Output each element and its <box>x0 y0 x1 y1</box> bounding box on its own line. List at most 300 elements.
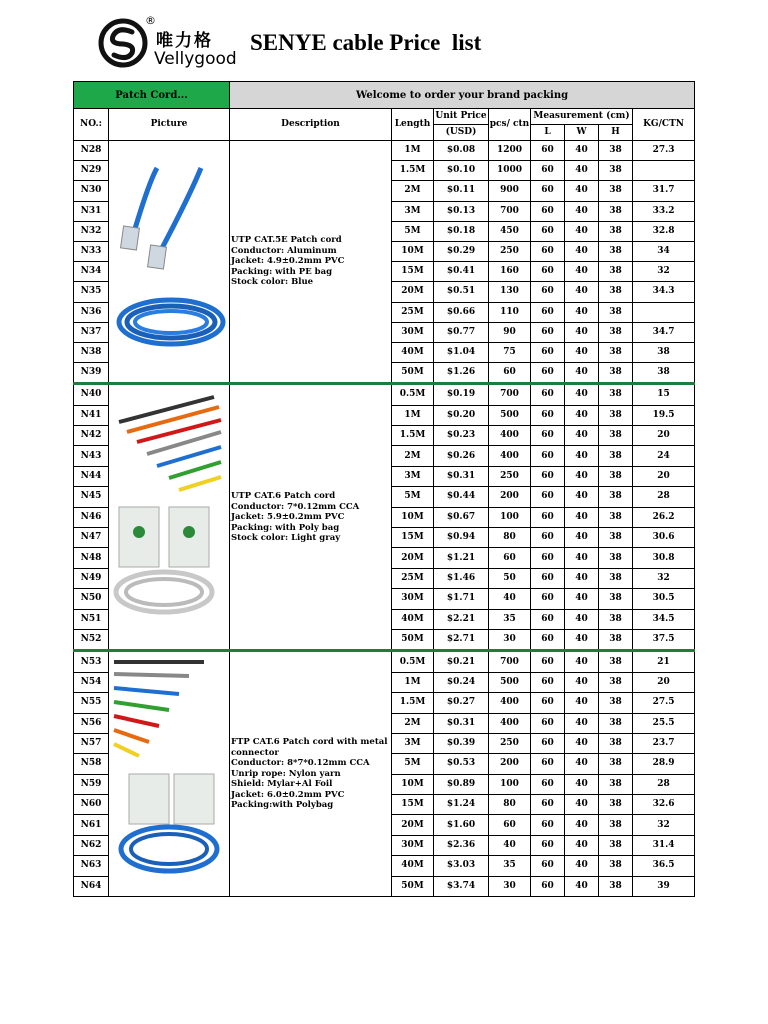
measure-w: 40 <box>565 221 599 241</box>
kg-per-ctn: 15 <box>633 384 695 405</box>
pcs-per-ctn: 50 <box>489 568 531 588</box>
brand-name-chinese: 唯力格 <box>156 31 213 51</box>
unit-price: $0.53 <box>434 754 489 774</box>
measure-w: 40 <box>565 754 599 774</box>
length: 20M <box>392 815 434 835</box>
item-number: N34 <box>74 262 109 282</box>
description-line: Unrip rope: Nylon yarn <box>231 768 341 779</box>
item-number: N53 <box>74 651 109 672</box>
item-number: N49 <box>74 568 109 588</box>
kg-per-ctn: 32.6 <box>633 795 695 815</box>
product-picture <box>109 141 230 384</box>
unit-price: $0.67 <box>434 507 489 527</box>
measure-w: 40 <box>565 282 599 302</box>
measure-w: 40 <box>565 161 599 181</box>
description-line: Packing: with PE bag <box>231 266 333 277</box>
unit-price: $1.04 <box>434 342 489 362</box>
vellygood-logo-icon <box>98 18 148 68</box>
item-number: N63 <box>74 856 109 876</box>
pcs-per-ctn: 35 <box>489 609 531 629</box>
measure-w: 40 <box>565 384 599 405</box>
unit-price: $1.24 <box>434 795 489 815</box>
item-number: N30 <box>74 181 109 201</box>
item-number: N61 <box>74 815 109 835</box>
measure-l: 60 <box>531 384 565 405</box>
length: 2M <box>392 181 434 201</box>
length: 20M <box>392 282 434 302</box>
length: 1M <box>392 405 434 425</box>
unit-price: $0.41 <box>434 262 489 282</box>
kg-per-ctn: 32.8 <box>633 221 695 241</box>
product-picture <box>109 384 230 651</box>
length: 3M <box>392 201 434 221</box>
unit-price: $0.23 <box>434 426 489 446</box>
measure-w: 40 <box>565 302 599 322</box>
measure-l: 60 <box>531 426 565 446</box>
header-unit-price: Unit Price <box>434 109 489 125</box>
measure-l: 60 <box>531 815 565 835</box>
pcs-per-ctn: 1200 <box>489 141 531 161</box>
measure-l: 60 <box>531 693 565 713</box>
unit-price: $1.60 <box>434 815 489 835</box>
unit-price: $0.89 <box>434 774 489 794</box>
description-line: Conductor: Aluminum <box>231 245 337 256</box>
measure-l: 60 <box>531 446 565 466</box>
unit-price: $0.94 <box>434 527 489 547</box>
pcs-per-ctn: 1000 <box>489 161 531 181</box>
length: 1M <box>392 141 434 161</box>
measure-l: 60 <box>531 161 565 181</box>
measure-l: 60 <box>531 754 565 774</box>
kg-per-ctn: 34.3 <box>633 282 695 302</box>
pcs-per-ctn: 60 <box>489 363 531 384</box>
measure-w: 40 <box>565 548 599 568</box>
kg-per-ctn: 38 <box>633 363 695 384</box>
pcs-per-ctn: 900 <box>489 181 531 201</box>
unit-price: $2.36 <box>434 835 489 855</box>
item-number: N38 <box>74 342 109 362</box>
measure-l: 60 <box>531 342 565 362</box>
measure-h: 38 <box>599 527 633 547</box>
kg-per-ctn: 34 <box>633 241 695 261</box>
description-line: Stock color: Blue <box>231 277 314 288</box>
measure-w: 40 <box>565 609 599 629</box>
unit-price: $0.08 <box>434 141 489 161</box>
measure-h: 38 <box>599 835 633 855</box>
length: 40M <box>392 609 434 629</box>
measure-h: 38 <box>599 446 633 466</box>
unit-price: $0.24 <box>434 672 489 692</box>
measure-h: 38 <box>599 774 633 794</box>
unit-price: $0.19 <box>434 384 489 405</box>
header-pcs-ctn: pcs/ ctn <box>489 109 531 141</box>
pcs-per-ctn: 80 <box>489 527 531 547</box>
unit-price: $0.10 <box>434 161 489 181</box>
brand-name-english: Vellygood <box>154 49 237 69</box>
length: 3M <box>392 466 434 486</box>
pcs-per-ctn: 500 <box>489 672 531 692</box>
item-number: N44 <box>74 466 109 486</box>
measure-l: 60 <box>531 795 565 815</box>
pcs-per-ctn: 700 <box>489 384 531 405</box>
length: 3M <box>392 733 434 753</box>
item-number: N60 <box>74 795 109 815</box>
unit-price: $0.51 <box>434 282 489 302</box>
measure-h: 38 <box>599 713 633 733</box>
measure-l: 60 <box>531 221 565 241</box>
length: 0.5M <box>392 651 434 672</box>
measure-h: 38 <box>599 609 633 629</box>
item-number: N47 <box>74 527 109 547</box>
kg-per-ctn: 31.4 <box>633 835 695 855</box>
measure-h: 38 <box>599 322 633 342</box>
measure-w: 40 <box>565 856 599 876</box>
kg-per-ctn: 30.5 <box>633 589 695 609</box>
pcs-per-ctn: 400 <box>489 446 531 466</box>
item-number: N64 <box>74 876 109 896</box>
measure-h: 38 <box>599 262 633 282</box>
item-number: N51 <box>74 609 109 629</box>
kg-per-ctn: 27.3 <box>633 141 695 161</box>
unit-price: $1.46 <box>434 568 489 588</box>
length: 40M <box>392 856 434 876</box>
unit-price: $1.21 <box>434 548 489 568</box>
measure-h: 38 <box>599 651 633 672</box>
unit-price: $0.21 <box>434 651 489 672</box>
kg-per-ctn <box>633 161 695 181</box>
pcs-per-ctn: 60 <box>489 815 531 835</box>
measure-w: 40 <box>565 141 599 161</box>
kg-per-ctn: 23.7 <box>633 733 695 753</box>
measure-h: 38 <box>599 405 633 425</box>
pcs-per-ctn: 200 <box>489 754 531 774</box>
pcs-per-ctn: 110 <box>489 302 531 322</box>
pcs-per-ctn: 400 <box>489 693 531 713</box>
product-picture <box>109 651 230 897</box>
header-kg-ctn: KG/CTN <box>633 109 695 141</box>
kg-per-ctn: 21 <box>633 651 695 672</box>
unit-price: $3.74 <box>434 876 489 896</box>
item-number: N43 <box>74 446 109 466</box>
ftp-cat6-cables-image <box>109 654 228 894</box>
measure-l: 60 <box>531 241 565 261</box>
measure-h: 38 <box>599 733 633 753</box>
measure-l: 60 <box>531 181 565 201</box>
pcs-per-ctn: 40 <box>489 589 531 609</box>
pcs-per-ctn: 100 <box>489 774 531 794</box>
length: 50M <box>392 876 434 896</box>
description-line: UTP CAT.6 Patch cord <box>231 491 336 502</box>
measure-h: 38 <box>599 568 633 588</box>
page-title: SENYE cable Price list <box>250 30 482 55</box>
length: 1.5M <box>392 161 434 181</box>
measure-w: 40 <box>565 876 599 896</box>
measure-h: 38 <box>599 876 633 896</box>
description-line: Conductor: 8*7*0.12mm CCA <box>231 758 370 769</box>
pcs-per-ctn: 30 <box>489 629 531 650</box>
pcs-per-ctn: 90 <box>489 322 531 342</box>
header-description: Description <box>230 109 392 141</box>
kg-per-ctn: 26.2 <box>633 507 695 527</box>
measure-w: 40 <box>565 815 599 835</box>
header-h: H <box>599 125 633 141</box>
measure-h: 38 <box>599 282 633 302</box>
measure-l: 60 <box>531 527 565 547</box>
measure-w: 40 <box>565 651 599 672</box>
measure-w: 40 <box>565 363 599 384</box>
measure-h: 38 <box>599 693 633 713</box>
measure-h: 38 <box>599 487 633 507</box>
measure-l: 60 <box>531 733 565 753</box>
kg-per-ctn: 20 <box>633 466 695 486</box>
item-number: N50 <box>74 589 109 609</box>
length: 10M <box>392 774 434 794</box>
measure-h: 38 <box>599 672 633 692</box>
pcs-per-ctn: 500 <box>489 405 531 425</box>
measure-h: 38 <box>599 161 633 181</box>
description-line: Packing:with Polybag <box>231 800 334 811</box>
kg-per-ctn: 34.5 <box>633 609 695 629</box>
header-length: Length <box>392 109 434 141</box>
measure-h: 38 <box>599 181 633 201</box>
kg-per-ctn: 19.5 <box>633 405 695 425</box>
pcs-per-ctn: 250 <box>489 733 531 753</box>
measure-l: 60 <box>531 282 565 302</box>
item-number: N45 <box>74 487 109 507</box>
length: 5M <box>392 754 434 774</box>
table-row <box>74 651 695 672</box>
length: 0.5M <box>392 384 434 405</box>
pcs-per-ctn: 60 <box>489 548 531 568</box>
unit-price: $1.71 <box>434 589 489 609</box>
kg-per-ctn: 28 <box>633 774 695 794</box>
measure-w: 40 <box>565 446 599 466</box>
kg-per-ctn: 20 <box>633 426 695 446</box>
table-row <box>74 141 695 161</box>
item-number: N41 <box>74 405 109 425</box>
pcs-per-ctn: 100 <box>489 507 531 527</box>
measure-h: 38 <box>599 342 633 362</box>
item-number: N52 <box>74 629 109 650</box>
measure-h: 38 <box>599 589 633 609</box>
kg-per-ctn: 32 <box>633 262 695 282</box>
measure-w: 40 <box>565 322 599 342</box>
unit-price: $0.66 <box>434 302 489 322</box>
kg-per-ctn: 36.5 <box>633 856 695 876</box>
measure-w: 40 <box>565 713 599 733</box>
kg-per-ctn: 30.6 <box>633 527 695 547</box>
pcs-per-ctn: 450 <box>489 221 531 241</box>
measure-w: 40 <box>565 693 599 713</box>
measure-l: 60 <box>531 201 565 221</box>
description-line: FTP CAT.6 Patch cord with metal connector <box>231 737 388 758</box>
header-measurement: Measurement (cm) <box>531 109 633 125</box>
header-no: NO.: <box>74 109 109 141</box>
header-w: W <box>565 125 599 141</box>
header-l: L <box>531 125 565 141</box>
unit-price: $0.29 <box>434 241 489 261</box>
measure-l: 60 <box>531 141 565 161</box>
description-line: Packing: with Poly bag <box>231 522 340 533</box>
item-number: N36 <box>74 302 109 322</box>
pcs-per-ctn: 700 <box>489 201 531 221</box>
unit-price: $0.13 <box>434 201 489 221</box>
colorful-cat6-cables-image <box>109 392 228 642</box>
item-number: N28 <box>74 141 109 161</box>
measure-w: 40 <box>565 507 599 527</box>
measure-h: 38 <box>599 384 633 405</box>
length: 10M <box>392 241 434 261</box>
measure-w: 40 <box>565 342 599 362</box>
measure-l: 60 <box>531 713 565 733</box>
pcs-per-ctn: 250 <box>489 241 531 261</box>
description-line: Stock color: Light gray <box>231 533 341 544</box>
length: 2M <box>392 446 434 466</box>
item-number: N33 <box>74 241 109 261</box>
kg-per-ctn: 25.5 <box>633 713 695 733</box>
length: 40M <box>392 342 434 362</box>
description-line: Shield: Mylar+Al Foil <box>231 779 333 790</box>
measure-h: 38 <box>599 815 633 835</box>
measure-w: 40 <box>565 672 599 692</box>
measure-w: 40 <box>565 589 599 609</box>
pcs-per-ctn: 30 <box>489 876 531 896</box>
product-description <box>230 651 392 897</box>
measure-w: 40 <box>565 262 599 282</box>
pcs-per-ctn: 80 <box>489 795 531 815</box>
pcs-per-ctn: 40 <box>489 835 531 855</box>
length: 25M <box>392 568 434 588</box>
measure-w: 40 <box>565 629 599 650</box>
measure-l: 60 <box>531 835 565 855</box>
unit-price: $0.11 <box>434 181 489 201</box>
measure-w: 40 <box>565 774 599 794</box>
measure-l: 60 <box>531 876 565 896</box>
length: 2M <box>392 713 434 733</box>
item-number: N54 <box>74 672 109 692</box>
item-number: N58 <box>74 754 109 774</box>
item-number: N40 <box>74 384 109 405</box>
measure-l: 60 <box>531 548 565 568</box>
unit-price: $0.27 <box>434 693 489 713</box>
measure-l: 60 <box>531 302 565 322</box>
description-line: Jacket: 4.9±0.2mm PVC <box>231 256 345 267</box>
measure-h: 38 <box>599 141 633 161</box>
measure-l: 60 <box>531 651 565 672</box>
pcs-per-ctn: 35 <box>489 856 531 876</box>
item-number: N57 <box>74 733 109 753</box>
item-number: N32 <box>74 221 109 241</box>
pcs-per-ctn: 200 <box>489 487 531 507</box>
measure-h: 38 <box>599 629 633 650</box>
kg-per-ctn: 28 <box>633 487 695 507</box>
measure-w: 40 <box>565 181 599 201</box>
measure-h: 38 <box>599 363 633 384</box>
length: 25M <box>392 302 434 322</box>
measure-h: 38 <box>599 507 633 527</box>
item-number: N29 <box>74 161 109 181</box>
item-number: N35 <box>74 282 109 302</box>
length: 15M <box>392 262 434 282</box>
kg-per-ctn: 20 <box>633 672 695 692</box>
measure-w: 40 <box>565 241 599 261</box>
measure-l: 60 <box>531 322 565 342</box>
length: 10M <box>392 507 434 527</box>
unit-price: $2.71 <box>434 629 489 650</box>
banner-welcome: Welcome to order your brand packing <box>230 82 695 109</box>
measure-l: 60 <box>531 262 565 282</box>
measure-h: 38 <box>599 548 633 568</box>
kg-per-ctn: 39 <box>633 876 695 896</box>
unit-price: $2.21 <box>434 609 489 629</box>
item-number: N59 <box>74 774 109 794</box>
table-row <box>74 384 695 405</box>
pcs-per-ctn: 400 <box>489 713 531 733</box>
unit-price: $0.31 <box>434 466 489 486</box>
item-number: N46 <box>74 507 109 527</box>
item-number: N42 <box>74 426 109 446</box>
measure-h: 38 <box>599 426 633 446</box>
measure-h: 38 <box>599 856 633 876</box>
measure-w: 40 <box>565 527 599 547</box>
kg-per-ctn: 30.8 <box>633 548 695 568</box>
pcs-per-ctn: 250 <box>489 466 531 486</box>
kg-per-ctn: 31.7 <box>633 181 695 201</box>
brand-logo <box>98 16 243 70</box>
header-usd: (USD) <box>434 125 489 141</box>
length: 50M <box>392 363 434 384</box>
item-number: N62 <box>74 835 109 855</box>
item-number: N39 <box>74 363 109 384</box>
measure-h: 38 <box>599 795 633 815</box>
kg-per-ctn: 32 <box>633 815 695 835</box>
length: 5M <box>392 487 434 507</box>
pcs-per-ctn: 400 <box>489 426 531 446</box>
description-line: UTP CAT.5E Patch cord <box>231 235 342 246</box>
measure-h: 38 <box>599 302 633 322</box>
measure-h: 38 <box>599 241 633 261</box>
measure-l: 60 <box>531 487 565 507</box>
length: 50M <box>392 629 434 650</box>
measure-w: 40 <box>565 835 599 855</box>
measure-w: 40 <box>565 201 599 221</box>
unit-price: $0.26 <box>434 446 489 466</box>
measure-w: 40 <box>565 426 599 446</box>
kg-per-ctn: 34.7 <box>633 322 695 342</box>
measure-l: 60 <box>531 609 565 629</box>
measure-l: 60 <box>531 568 565 588</box>
length: 15M <box>392 795 434 815</box>
registered-mark: ® <box>145 14 156 27</box>
unit-price: $0.18 <box>434 221 489 241</box>
length: 15M <box>392 527 434 547</box>
description-line: Jacket: 5.9±0.2mm PVC <box>231 512 345 523</box>
measure-l: 60 <box>531 363 565 384</box>
unit-price: $0.39 <box>434 733 489 753</box>
kg-per-ctn: 28.9 <box>633 754 695 774</box>
length: 1.5M <box>392 693 434 713</box>
kg-per-ctn: 24 <box>633 446 695 466</box>
measure-w: 40 <box>565 487 599 507</box>
measure-w: 40 <box>565 405 599 425</box>
unit-price: $0.20 <box>434 405 489 425</box>
measure-h: 38 <box>599 201 633 221</box>
item-number: N55 <box>74 693 109 713</box>
kg-per-ctn: 37.5 <box>633 629 695 650</box>
product-description <box>230 384 392 651</box>
length: 30M <box>392 322 434 342</box>
measure-l: 60 <box>531 589 565 609</box>
